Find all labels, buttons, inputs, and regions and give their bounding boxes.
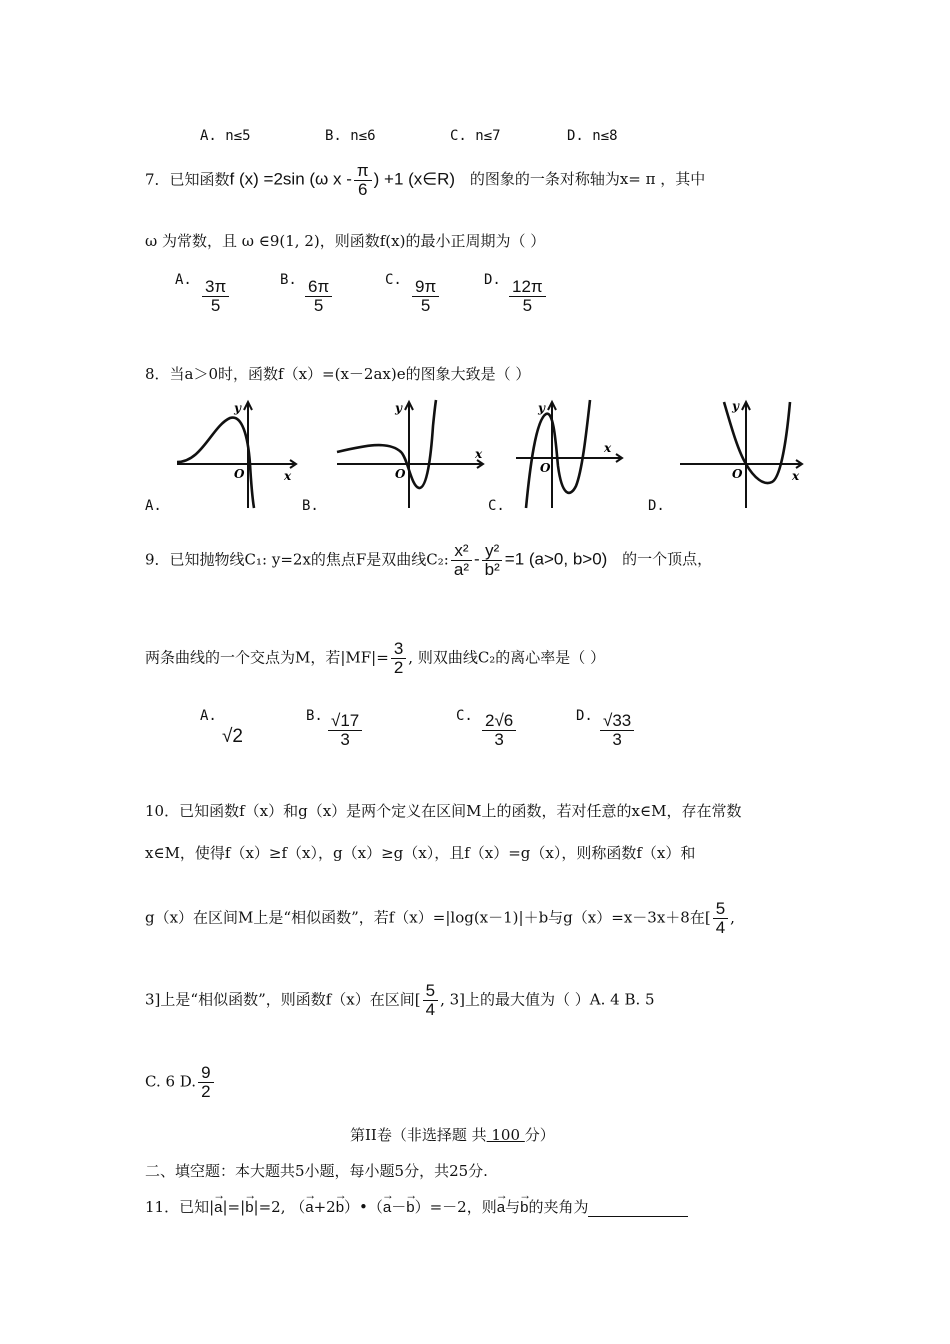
- q7-label-d: D.: [484, 272, 501, 288]
- q8-label-b: B.: [302, 498, 319, 514]
- q8-graph-c-origin: O: [540, 461, 551, 475]
- q6-option-b: B. n≤6: [325, 128, 376, 144]
- q8-graph-b-y-label: y: [395, 401, 402, 415]
- q9-label-d: D.: [576, 708, 593, 724]
- q6-option-c: C. n≤7: [450, 128, 501, 144]
- q7-label-a: A.: [175, 272, 192, 288]
- q9-option-a: √2: [222, 726, 243, 747]
- q6-option-a: A. n≤5: [200, 128, 251, 144]
- q7-prefix: 7．已知函数: [145, 170, 230, 189]
- q8-graph-c: [512, 396, 627, 512]
- q8-graph-a-origin: O: [234, 467, 245, 481]
- q7-func-right: ) +1 (x∈R): [373, 169, 456, 189]
- q7-line2: ω 为常数，且 ω ∈9(1, 2)，则函数f(x)的最小正周期为（ ）: [145, 232, 546, 250]
- q8-graph-a-x-label: x: [284, 469, 292, 483]
- q10-line3: g（x）在区间M上是“相似函数”，若f（x）=|log(x－1)|＋b与g（x）=x－3x＋8在[ $\frac{5}{4}$ ,: [145, 899, 735, 937]
- q7-option-d: $\frac{12\pi}{5}$: [507, 278, 548, 315]
- q9-line2: 两条曲线的一个交点为M，若|MF|= $\frac{3}{2}$ , 则双曲线C₂的离心率是（ ）: [145, 639, 606, 677]
- q7-option-c: $\frac{9\pi}{5}$: [410, 278, 441, 315]
- q7-suffix: 的图象的一条对称轴为x= π ，其中: [469, 170, 706, 189]
- q8-text: 8．当a＞0时，函数f（x）=(x－2ax)e的图象大致是（ ）: [145, 365, 531, 383]
- q10-line5: C. 6 D. $\frac{9}{2}$: [145, 1064, 216, 1101]
- q10-line1: 10．已知函数f（x）和g（x）是两个定义在区间M上的函数，若对任意的x∈M，存在常数: [145, 802, 742, 820]
- q8-graph-d-x-label: x: [792, 469, 800, 483]
- q8-graph-d-origin: O: [732, 467, 743, 481]
- q8-graph-c-y-label: y: [538, 401, 545, 415]
- q9-label-b: B.: [306, 708, 323, 724]
- q8-label-c: C.: [488, 498, 505, 514]
- section-title: 第II卷（非选择题 共 100 分）: [350, 1126, 555, 1144]
- q9-option-d: $\frac{√33}{3}$: [598, 712, 636, 749]
- q8-graph-a-y-label: y: [234, 401, 241, 415]
- q10-line2: x∈M，使得f（x）≥f（x），g（x）≥g（x），且f（x）=g（x），则称函数f（x）和: [145, 844, 696, 862]
- q7-label-b: B.: [280, 272, 297, 288]
- q8-graph-c-x-label: x: [604, 441, 612, 455]
- q7-func-left: f (x) =2sin (ω x -: [229, 169, 352, 189]
- q9-prefix: 9．已知抛物线C₁: y=2x的焦点F是双曲线C₂:: [145, 550, 449, 569]
- q9-option-c: $\frac{2√6}{3}$: [480, 712, 518, 749]
- q9-label-c: C.: [456, 708, 473, 724]
- q11-answer-blank[interactable]: [588, 1202, 688, 1217]
- fill-in-header: 二、填空题：本大题共5小题，每小题5分，共25分.: [145, 1162, 488, 1180]
- q7-pi-over-6: $\frac{\pi}{6}$: [354, 162, 372, 199]
- q9-option-b: $\frac{√17}{3}$: [326, 712, 364, 749]
- q9-label-a: A.: [200, 708, 217, 724]
- q9-line1: 9．已知抛物线C₁: y=2x的焦点F是双曲线C₂: $\frac{\text{x²}}{\text{a²}}$ - $\frac{\text{y²}}{\text{b²}}$ =1 (a>0, b>0) 的一个顶点，: [145, 541, 713, 579]
- q11-line: 11．已知|→ a|=|→ b|=2, （→ a+2→ b）•（→ a－→ b）=－2，则→ a与→ b的夹角为: [145, 1196, 688, 1217]
- q8-graph-b-origin: O: [395, 467, 406, 481]
- q8-label-a: A.: [145, 498, 162, 514]
- q8-graph-d-y-label: y: [732, 399, 739, 413]
- q7-line1: [145, 162, 705, 199]
- q8-graph-a: [172, 396, 302, 512]
- q7-option-b: $\frac{6\pi}{5}$: [303, 278, 334, 315]
- q8-graph-b-x-label: x: [475, 447, 483, 461]
- q8-label-d: D.: [648, 498, 665, 514]
- q6-option-d: D. n≤8: [567, 128, 618, 144]
- q7-option-a: $\frac{3\pi}{5}$: [200, 278, 231, 315]
- q7-label-c: C.: [385, 272, 402, 288]
- q10-line4: 3]上是“相似函数”，则函数f（x）在区间[ $\frac{5}{4}$ , 3]上的最大值为（ ）A. 4 B. 5: [145, 981, 655, 1019]
- q8-graph-d: [676, 396, 806, 512]
- q8-graph-b: [333, 396, 488, 512]
